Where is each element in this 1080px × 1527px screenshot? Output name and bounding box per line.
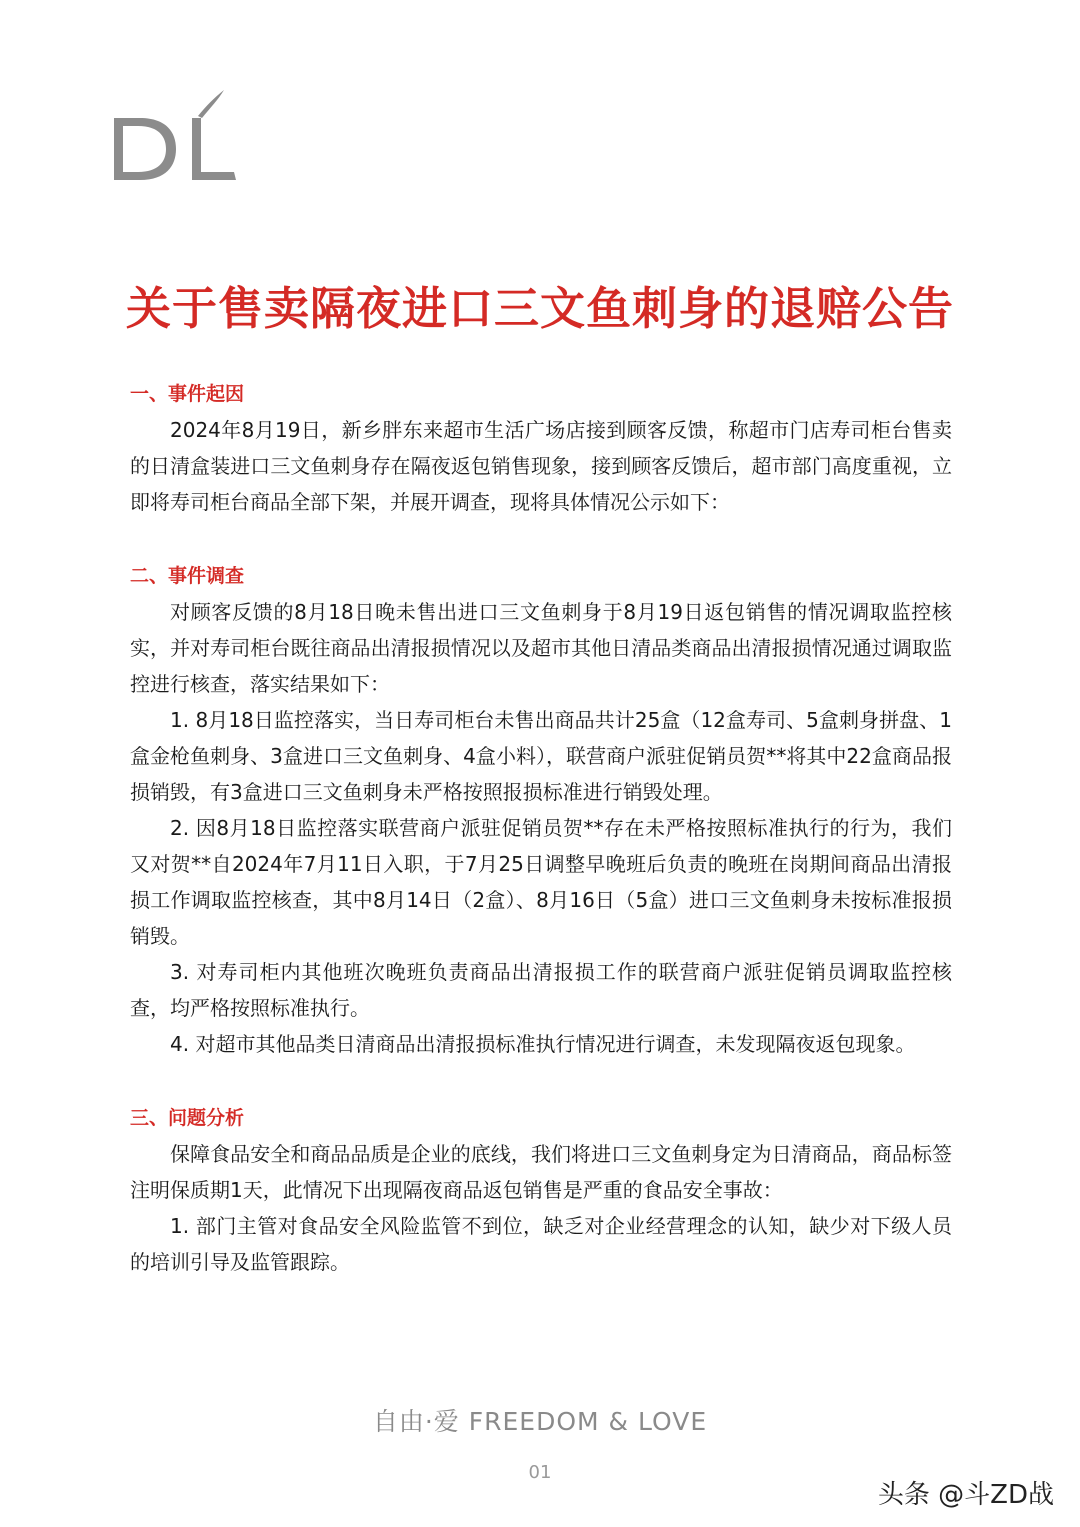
list-item: 1. 8月18日监控落实，当日寿司柜台未售出商品共计25盒（12盒寿司、5盒刺身拼盘、1盒金枪鱼刺身、3盒进口三文鱼刺身、4盒小料），联营商户派驻促销员贺**将其中22盒商品报损销毁，有3盒进口三文鱼刺身未严格按照报损标准进行销毁处理。	[130, 708, 952, 804]
section-heading-investigation: 二、事件调查	[130, 565, 245, 587]
paragraph: 对顾客反馈的8月18日晚未售出进口三文鱼刺身于8月19日返包销售的情况调取监控核实，并对寿司柜台既往商品出清报损情况以及超市其他日清品类商品出清报损情况通过调取监控进行核查，落实结果如下：	[130, 600, 952, 696]
page-title: 关于售卖隔夜进口三文鱼刺身的退赔公告	[125, 282, 954, 335]
source-watermark: 头条 @斗ZD战	[877, 1480, 1054, 1510]
dl-logo-icon	[106, 88, 246, 184]
paragraph: 保障食品安全和商品品质是企业的底线，我们将进口三文鱼刺身定为日清商品，商品标签注明保质期1天，此情况下出现隔夜商品返包销售是严重的食品安全事故：	[130, 1142, 952, 1202]
brand-logo	[106, 88, 246, 184]
list-item: 2. 因8月18日监控落实联营商户派驻促销员贺**存在未严格按照标准执行的行为，我们又对贺**自2024年7月11日入职，于7月25日调整早晚班后负责的晚班在岗期间商品出清报损工作调取监控核查，其中8月14日（2盒）、8月16日（5盒）进口三文鱼刺身未按标准报损销毁。	[130, 816, 952, 948]
list-item: 4. 对超市其他品类日清商品出清报损标准执行情况进行调查，未发现隔夜返包现象。	[170, 1032, 916, 1056]
list-item: 1. 部门主管对食品安全风险监管不到位，缺乏对企业经营理念的认知，缺少对下级人员的培训引导及监管跟踪。	[130, 1214, 952, 1274]
section-heading-analysis: 三、问题分析	[130, 1107, 245, 1129]
page-number: 01	[528, 1462, 552, 1483]
announcement-body	[130, 376, 952, 1280]
footer-slogan: 自由·爱 FREEDOM & LOVE	[372, 1407, 708, 1436]
paragraph: 2024年8月19日，新乡胖东来超市生活广场店接到顾客反馈，称超市门店寿司柜台售卖的日清盒装进口三文鱼刺身存在隔夜返包销售现象，接到顾客反馈后，超市部门高度重视，立即将寿司柜台商品全部下架，并展开调查，现将具体情况公示如下：	[130, 418, 952, 514]
section-heading-cause: 一、事件起因	[130, 383, 245, 405]
list-item: 3. 对寿司柜内其他班次晚班负责商品出清报损工作的联营商户派驻促销员调取监控核查，均严格按照标准执行。	[130, 960, 952, 1020]
